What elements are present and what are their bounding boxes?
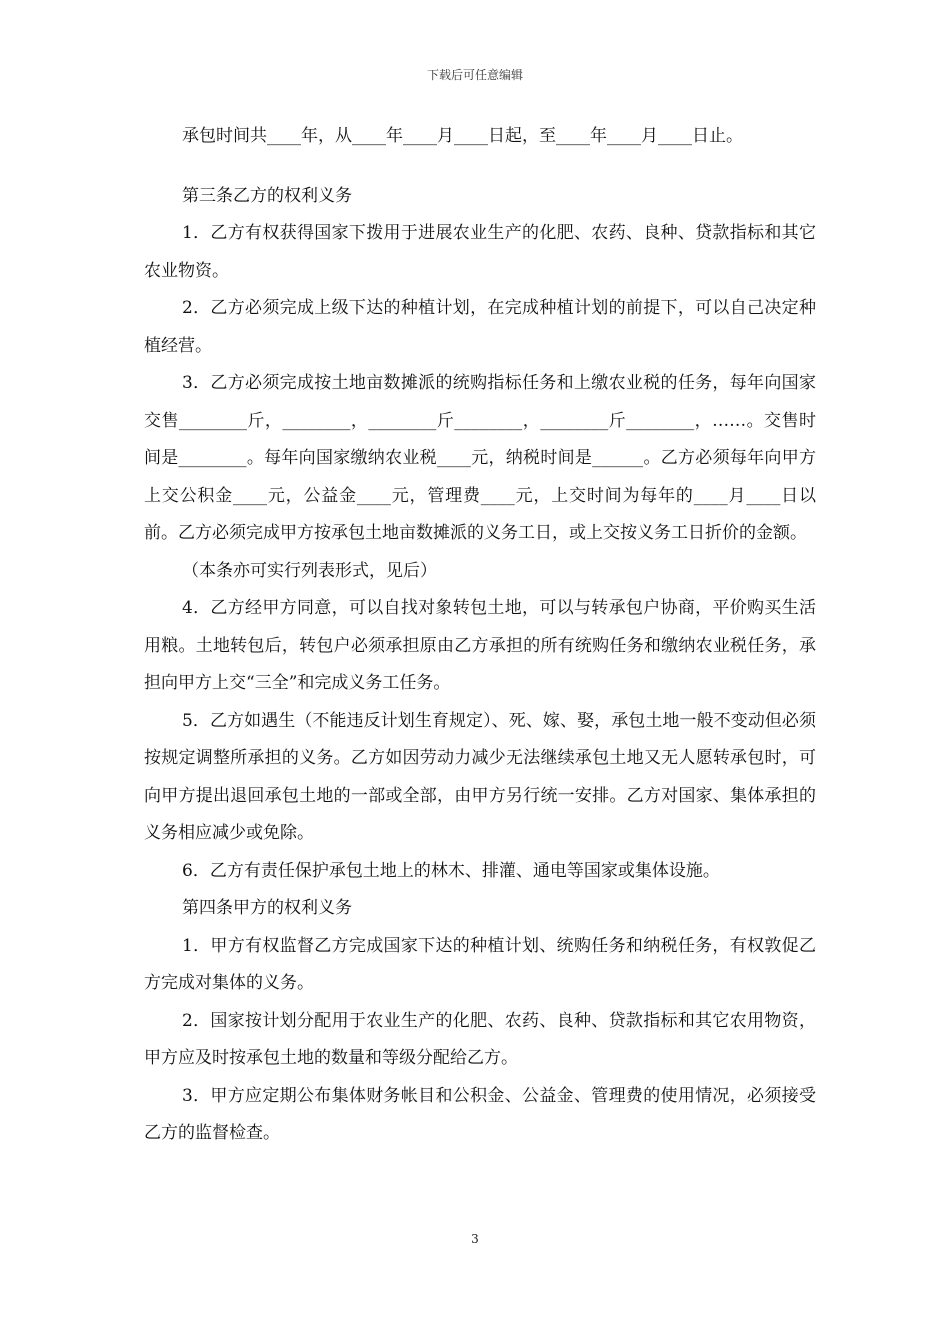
page-header: 下载后可任意编辑 [426, 68, 523, 82]
article-3-item-2: 2．乙方必须完成上级下达的种植计划，在完成种植计划的前提下，可以自己决定种植经营。 [144, 298, 816, 356]
article-3-item-6: 6．乙方有责任保护承包土地上的林木、排灌、通电等国家或集体设施。 [182, 860, 720, 881]
article-4-item-2: 2．国家按计划分配用于农业生产的化肥、农药、良种、贷款指标和其它农用物资，甲方应及时按承包土地的数量和等级分配给乙方。 [144, 1010, 816, 1068]
article-3-item-1: 1．乙方有权获得国家下拨用于进展农业生产的化肥、农药、良种、贷款指标和其它农业物资。 [144, 223, 816, 281]
paragraph-gap [144, 156, 816, 178]
article-4-item-1: 1．甲方有权监督乙方完成国家下达的种植计划、统购任务和纳税任务，有权敦促乙方完成对集体的义务。 [144, 935, 816, 993]
article-3-note: （本条亦可实行列表形式，见后） [182, 560, 437, 581]
article-3-item-5: 5．乙方如遇生（不能违反计划生育规定）、死、嫁、娶，承包土地一般不变动但必须按规定调整所承担的义务。乙方如因劳动力减少无法继续承包土地又无人愿转承包时，可向甲方提出退回承包土地的一部或全部，由甲方另行统一安排。乙方对国家、集体承担的义务相应减少或免除。 [144, 710, 816, 843]
section-heading-article-3: 第三条乙方的权利义务 [182, 185, 352, 206]
document-body [144, 118, 816, 1153]
page-number: 3 [471, 1232, 479, 1246]
article-3-item-3: 3．乙方必须完成按土地亩数摊派的统购指标任务和上缴农业税的任务，每年向国家交售________斤，________，________斤________，________斤________，……。交售时间是________。每年向国家缴纳农业税____元，纳税时间是______。乙方必须每年向甲方上交公积金____元，公益金____元，管理费____元，上交时间为每年的____月____日以前。乙方必须完成甲方按承包土地亩数摊派的义务工日，或上交按义务工日折价的金额。 [144, 373, 816, 543]
section-heading-article-4: 第四条甲方的权利义务 [182, 898, 352, 918]
article-4-item-3: 3．甲方应定期公布集体财务帐目和公积金、公益金、管理费的使用情况，必须接受乙方的监督检查。 [144, 1085, 816, 1143]
contract-term-paragraph: 承包时间共____年，从____年____月____日起，至____年____月____日止。 [182, 126, 743, 146]
article-3-item-4: 4．乙方经甲方同意，可以自找对象转包土地，可以与转承包户协商，平价购买生活用粮。土地转包后，转包户必须承担原由乙方承担的所有统购任务和缴纳农业税任务，承担向甲方上交“三全”和完成义务工任务。 [144, 598, 816, 693]
